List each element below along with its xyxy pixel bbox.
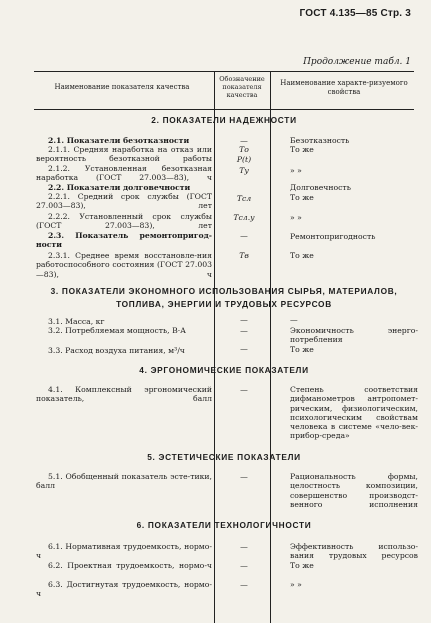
indicator-symbol: —: [240, 561, 248, 570]
indicator-name: 3.3. Расход воздуха питания, м³/ч: [48, 346, 185, 355]
table-continuation-label: Продолжение табл. 1: [303, 57, 411, 67]
indicator-symbol: —: [240, 542, 248, 551]
section-title: 5. ЭСТЕТИЧЕСКИЕ ПОКАЗАТЕЛИ: [147, 452, 301, 462]
property-name: То же: [290, 251, 314, 260]
property-name: » »: [290, 213, 302, 222]
property-name: Эффективность использо-вания трудовых ресурсов: [290, 542, 418, 561]
indicator-symbol: —: [240, 580, 248, 589]
property-name: » »: [290, 166, 302, 175]
property-name: Ремонтопригодность: [290, 232, 376, 241]
property-name: То же: [290, 345, 314, 354]
indicator-symbol: —: [240, 326, 248, 335]
indicator-symbol: —: [240, 385, 248, 394]
indicator-name: 2.3.1. Среднее время восстановле-ния работоспособного состояния (ГОСТ 27.003—83), ч: [36, 251, 212, 279]
indicator-symbol: —: [240, 231, 248, 240]
property-name: Рациональность формы, целостность композиции, совершенство производст-венного исполнения: [290, 472, 418, 509]
section-title: 2. ПОКАЗАТЕЛИ НАДЕЖНОСТИ: [151, 115, 297, 125]
section-title: 6. ПОКАЗАТЕЛИ ТЕХНОЛОГИЧНОСТИ: [136, 520, 312, 530]
indicator-name: 2.2.1. Средний срок службы (ГОСТ 27.003—83), лет: [36, 192, 212, 211]
section-title: 4. ЭРГОНОМИЧЕСКИЕ ПОКАЗАТЕЛИ: [139, 365, 309, 375]
column-divider: [270, 72, 271, 109]
indicator-name: 2.1. Показатели безотказности: [48, 136, 190, 145]
indicator-symbol: Ту: [239, 166, 249, 175]
property-name: —: [290, 315, 298, 324]
indicator-name: 3.1. Масса, кг: [48, 317, 105, 326]
indicator-symbol: P(t): [236, 155, 252, 164]
indicator-symbol: Тсл.у: [233, 213, 255, 222]
indicator-name: 3.2. Потребляемая мощность, В·А: [48, 326, 186, 335]
indicator-name: 6.2. Проектная трудоемкость, нормо-ч: [48, 561, 212, 570]
indicator-symbol: —: [240, 315, 248, 324]
indicator-symbol: То: [239, 145, 249, 154]
indicator-name: 2.3. Показатель ремонтопригод-ности: [36, 231, 212, 250]
indicator-name: 2.1.1. Средняя наработка на отказ или вероятность безотказной работы: [36, 145, 212, 164]
property-name: Экономичность энерго-потребления: [290, 326, 418, 345]
property-name: Степень соответствия дифманометров антропомет-рическим, физиологическим, психологическим свойствам человека в системе «чело-век-прибор-среда»: [290, 385, 418, 441]
property-name: То же: [290, 561, 314, 570]
section-title: 3. ПОКАЗАТЕЛИ ЭКОНОМНОГО ИСПОЛЬЗОВАНИЯ СЫРЬЯ, МАТЕРИАЛОВ, ТОПЛИВА, ЭНЕРГИИ И ТРУДОВЫХ РЕСУРСОВ: [50, 286, 398, 309]
indicator-symbol: —: [240, 344, 248, 353]
property-name: То же: [290, 193, 314, 202]
indicator-symbol: —: [240, 472, 248, 481]
column-header-indicator: Наименование показателя качества: [54, 83, 190, 91]
column-divider: [214, 72, 215, 109]
indicator-name: 2.1.2. Установленная безотказная наработка (ГОСТ 27.003—83), ч: [36, 164, 212, 183]
column-header-symbol: Обозначение показателя качества: [219, 75, 265, 99]
property-name: » »: [290, 580, 302, 589]
page-header-standard: ГОСТ 4.135—85 Стр. 3: [299, 8, 411, 19]
indicator-name: 6.1. Нормативная трудоемкость, нормо-ч: [36, 542, 212, 561]
indicator-name: 5.1. Обобщенный показатель эсте-тики, балл: [36, 472, 212, 491]
indicator-name: 6.3. Достигнутая трудоемкость, нормо-ч: [36, 580, 212, 599]
table-header: [34, 71, 414, 110]
indicator-name: 2.2.2. Установленный срок службы (ГОСТ 27.003—83), лет: [36, 212, 212, 231]
property-name: Безотказность: [290, 136, 350, 145]
indicator-name: 2.2. Показатели долговечности: [48, 183, 191, 192]
property-name: Долговечность: [290, 183, 351, 192]
indicator-symbol: —: [240, 136, 248, 145]
indicator-symbol: Тв: [239, 251, 249, 260]
indicator-symbol: Тсл: [236, 194, 252, 203]
property-name: То же: [290, 145, 314, 154]
indicator-name: 4.1. Комплексный эргономический показатель, балл: [36, 385, 212, 404]
column-header-property: Наименование характе-ризуемого свойства: [280, 79, 408, 96]
